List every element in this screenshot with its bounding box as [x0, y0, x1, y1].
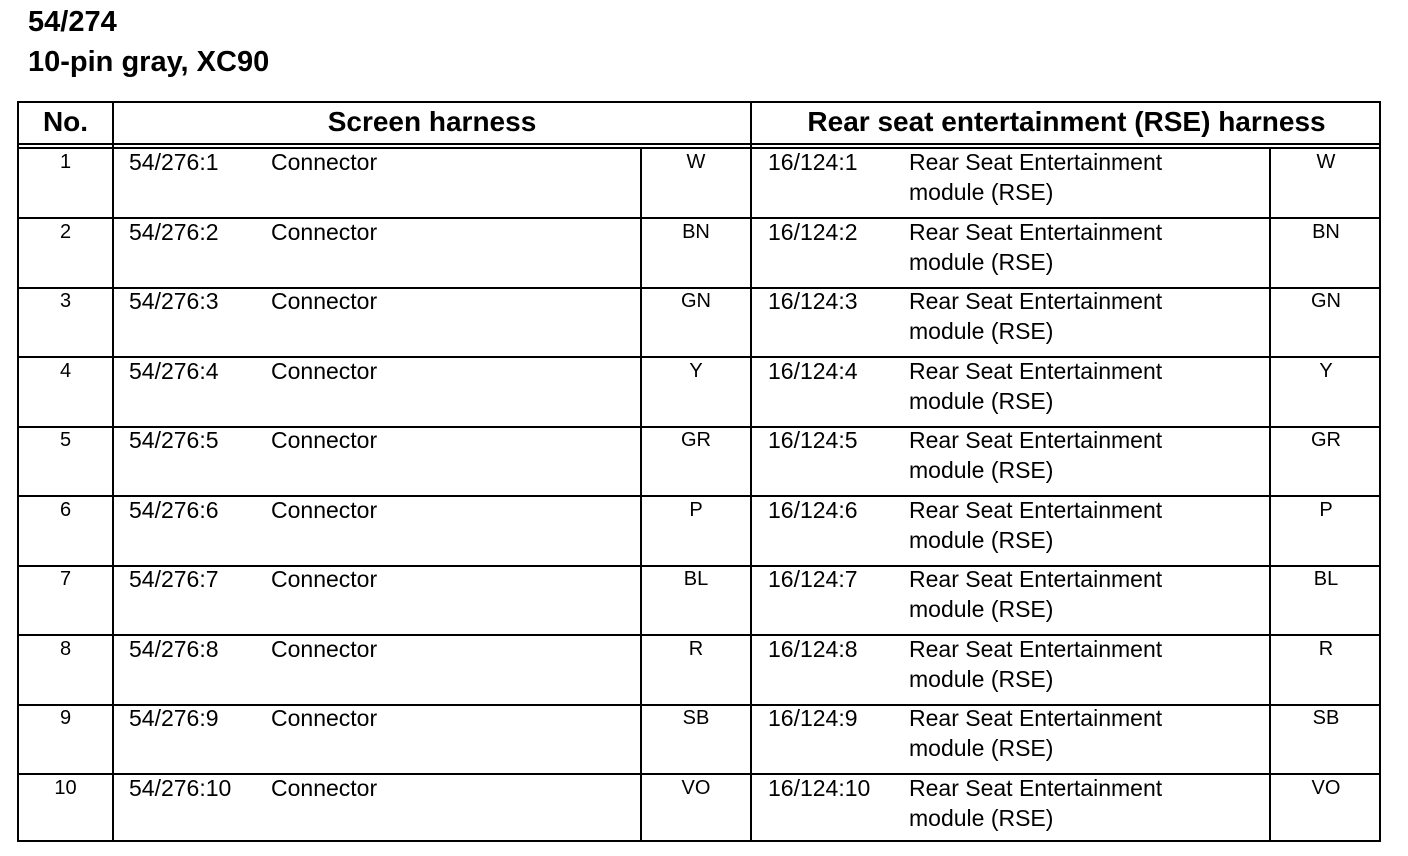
header-no: No.: [42, 106, 89, 137]
screen-component: Connector: [271, 288, 378, 314]
table-row: [19, 775, 1379, 845]
screen-component: Connector: [271, 566, 378, 592]
table-row: [19, 566, 1379, 636]
row-number: 1: [59, 151, 72, 173]
rse-component: Rear Seat Entertainment module (RSE): [909, 774, 1163, 831]
rse-component: Rear Seat Entertainment module (RSE): [909, 705, 1163, 761]
table-header: [19, 103, 1379, 143]
rse-wire-color: SB: [1312, 707, 1340, 729]
row-number: 3: [59, 290, 72, 312]
rse-wire-color: P: [1319, 498, 1333, 521]
row-number: 5: [59, 429, 72, 451]
table-row: [19, 288, 1379, 358]
header-rse-harness: Rear seat entertainment (RSE) harness: [807, 106, 1326, 137]
table-row: [19, 219, 1379, 289]
rse-component: Rear Seat Entertainment module (RSE): [909, 357, 1163, 414]
rse-pin: 16/124:7: [768, 566, 858, 592]
screen-pin: 54/276:5: [129, 427, 219, 453]
screen-wire-color: SB: [682, 707, 710, 729]
rse-pin: 16/124:4: [768, 357, 858, 384]
screen-wire-color: P: [689, 498, 703, 521]
screen-component: Connector: [271, 149, 378, 175]
row-number: 2: [59, 220, 72, 243]
row-number: 7: [59, 568, 72, 590]
rse-wire-color: BN: [1312, 220, 1340, 243]
table-row: [19, 636, 1379, 706]
table-row: [19, 427, 1379, 497]
screen-component: Connector: [271, 774, 378, 801]
document-title-code: 54/274: [28, 6, 117, 38]
screen-wire-color: R: [688, 637, 704, 660]
screen-component: Connector: [271, 496, 378, 523]
screen-component: Connector: [271, 635, 378, 662]
table-row: [19, 149, 1379, 219]
screen-pin: 54/276:3: [129, 288, 219, 314]
screen-wire-color: GN: [681, 290, 711, 312]
rse-component: Rear Seat Entertainment module (RSE): [909, 288, 1163, 344]
row-number: 8: [59, 637, 72, 660]
rse-pin: 16/124:2: [768, 218, 858, 245]
document-title-description: 10-pin gray, XC90: [28, 46, 270, 78]
screen-wire-color: GR: [681, 429, 711, 451]
screen-pin: 54/276:7: [129, 566, 219, 592]
row-number: 6: [59, 498, 72, 521]
rse-component: Rear Seat Entertainment module (RSE): [909, 635, 1163, 692]
screen-wire-color: W: [686, 151, 706, 173]
screen-wire-color: BL: [683, 568, 709, 590]
rse-component: Rear Seat Entertainment module (RSE): [909, 218, 1163, 275]
screen-wire-color: VO: [681, 776, 711, 799]
rse-component: Rear Seat Entertainment module (RSE): [909, 149, 1163, 205]
table-row: [19, 497, 1379, 567]
screen-pin: 54/276:8: [129, 635, 219, 662]
rse-wire-color: W: [1316, 151, 1336, 173]
rse-wire-color: BL: [1313, 568, 1339, 590]
rse-pin: 16/124:10: [768, 774, 871, 801]
rse-pin: 16/124:9: [768, 705, 858, 731]
row-number: 10: [54, 776, 77, 799]
screen-pin: 54/276:6: [129, 496, 219, 523]
rse-pin: 16/124:5: [768, 427, 858, 453]
table-row: [19, 705, 1379, 775]
screen-component: Connector: [271, 218, 378, 245]
screen-pin: 54/276:10: [129, 774, 232, 801]
rse-component: Rear Seat Entertainment module (RSE): [909, 496, 1163, 553]
screen-pin: 54/276:9: [129, 705, 219, 731]
screen-component: Connector: [271, 357, 378, 384]
row-number: 9: [59, 707, 72, 729]
harness-table: [17, 101, 1381, 842]
screen-component: Connector: [271, 427, 378, 453]
rse-component: Rear Seat Entertainment module (RSE): [909, 566, 1163, 622]
header-screen-harness: Screen harness: [327, 106, 537, 137]
rse-wire-color: Y: [1319, 359, 1333, 382]
rse-pin: 16/124:6: [768, 496, 858, 523]
screen-pin: 54/276:4: [129, 357, 219, 384]
screen-wire-color: Y: [689, 359, 703, 382]
rse-pin: 16/124:1: [768, 149, 858, 175]
rse-wire-color: GN: [1311, 290, 1341, 312]
rse-wire-color: GR: [1311, 429, 1341, 451]
rse-pin: 16/124:3: [768, 288, 858, 314]
row-number: 4: [59, 359, 72, 382]
rse-wire-color: R: [1318, 637, 1334, 660]
screen-component: Connector: [271, 705, 378, 731]
screen-pin: 54/276:1: [129, 149, 219, 175]
table-row: [19, 358, 1379, 428]
rse-wire-color: VO: [1311, 776, 1341, 799]
screen-wire-color: BN: [682, 220, 710, 243]
rse-pin: 16/124:8: [768, 635, 858, 662]
rse-component: Rear Seat Entertainment module (RSE): [909, 427, 1163, 483]
screen-pin: 54/276:2: [129, 218, 219, 245]
